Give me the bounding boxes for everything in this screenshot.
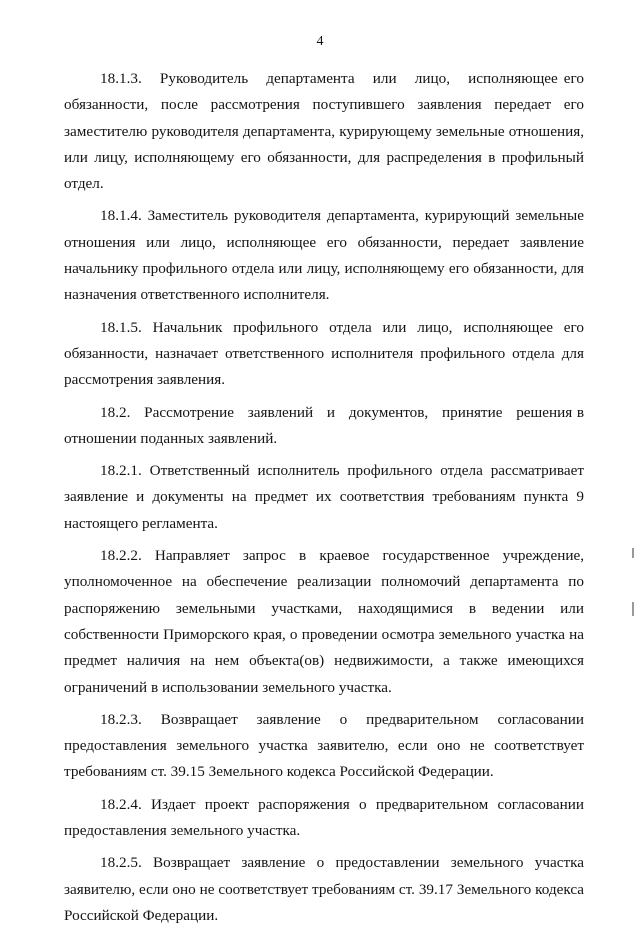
paragraph-18-2-5: 18.2.5. Возвращает заявление о предоставлении земельного участка заявителю, если оно не соответствует требованиям ст. 39.17 Земельного кодекса Российской Федерации. bbox=[64, 854, 588, 924]
scan-edge-mark bbox=[632, 548, 634, 558]
paragraph-18-2-4: 18.2.4. Издает проект распоряжения о предварительном согласовании предоставления земельного участка. bbox=[64, 795, 588, 840]
page-number: 4 bbox=[316, 34, 324, 49]
paragraph-18-2: 18.2. Рассмотрение заявлений и документов, принятие решения в отношении поданных заявлений. bbox=[64, 403, 588, 447]
scan-edge-mark bbox=[632, 602, 634, 616]
paragraph-18-2-2: 18.2.2. Направляет запрос в краевое государственное учреждение, уполномоченное на обеспечение реализации полномочий департамента по распоряжению земельными участками, находящимися в ведении или собственности Приморского края, о проведении осмотра земельного участка на предмет наличия на нем объекта(ов) недвижимости, а также имеющихся ограничений в использовании земельного участка. bbox=[64, 547, 588, 696]
paragraph-18-2-1: 18.2.1. Ответственный исполнитель профильного отдела рассматривает заявление и документы на предмет их соответствия требованиям пункта 9 настоящего регламента. bbox=[64, 462, 588, 532]
paragraph-18-1-3: 18.1.3. Руководитель департамента или лицо, исполняющее его обязанности, после рассмотрения поступившего заявления передает его заместителю руководителя департамента, курирующему земельные отношения, или лицу, исполняющему его обязанности, для распределения в профильный отдел. bbox=[64, 70, 588, 193]
document-body bbox=[64, 66, 588, 929]
paragraph-18-1-5: 18.1.5. Начальник профильного отдела или лицо, исполняющее его обязанности, назначает ответственного исполнителя профильного отдела для рассмотрения заявления. bbox=[64, 318, 588, 389]
paragraph-18-1-4: 18.1.4. Заместитель руководителя департамента, курирующий земельные отношения или лицо, исполняющее его обязанности, передает заявление начальнику профильного отдела или лицу, исполняющему его обязанности, для назначения ответственного исполнителя. bbox=[64, 207, 588, 304]
paragraph-18-2-3: 18.2.3. Возвращает заявление о предварительном согласовании предоставления земельного участка заявителю, если оно не соответствует требованиям ст. 39.15 Земельного кодекса Российской Федерации. bbox=[64, 710, 588, 781]
